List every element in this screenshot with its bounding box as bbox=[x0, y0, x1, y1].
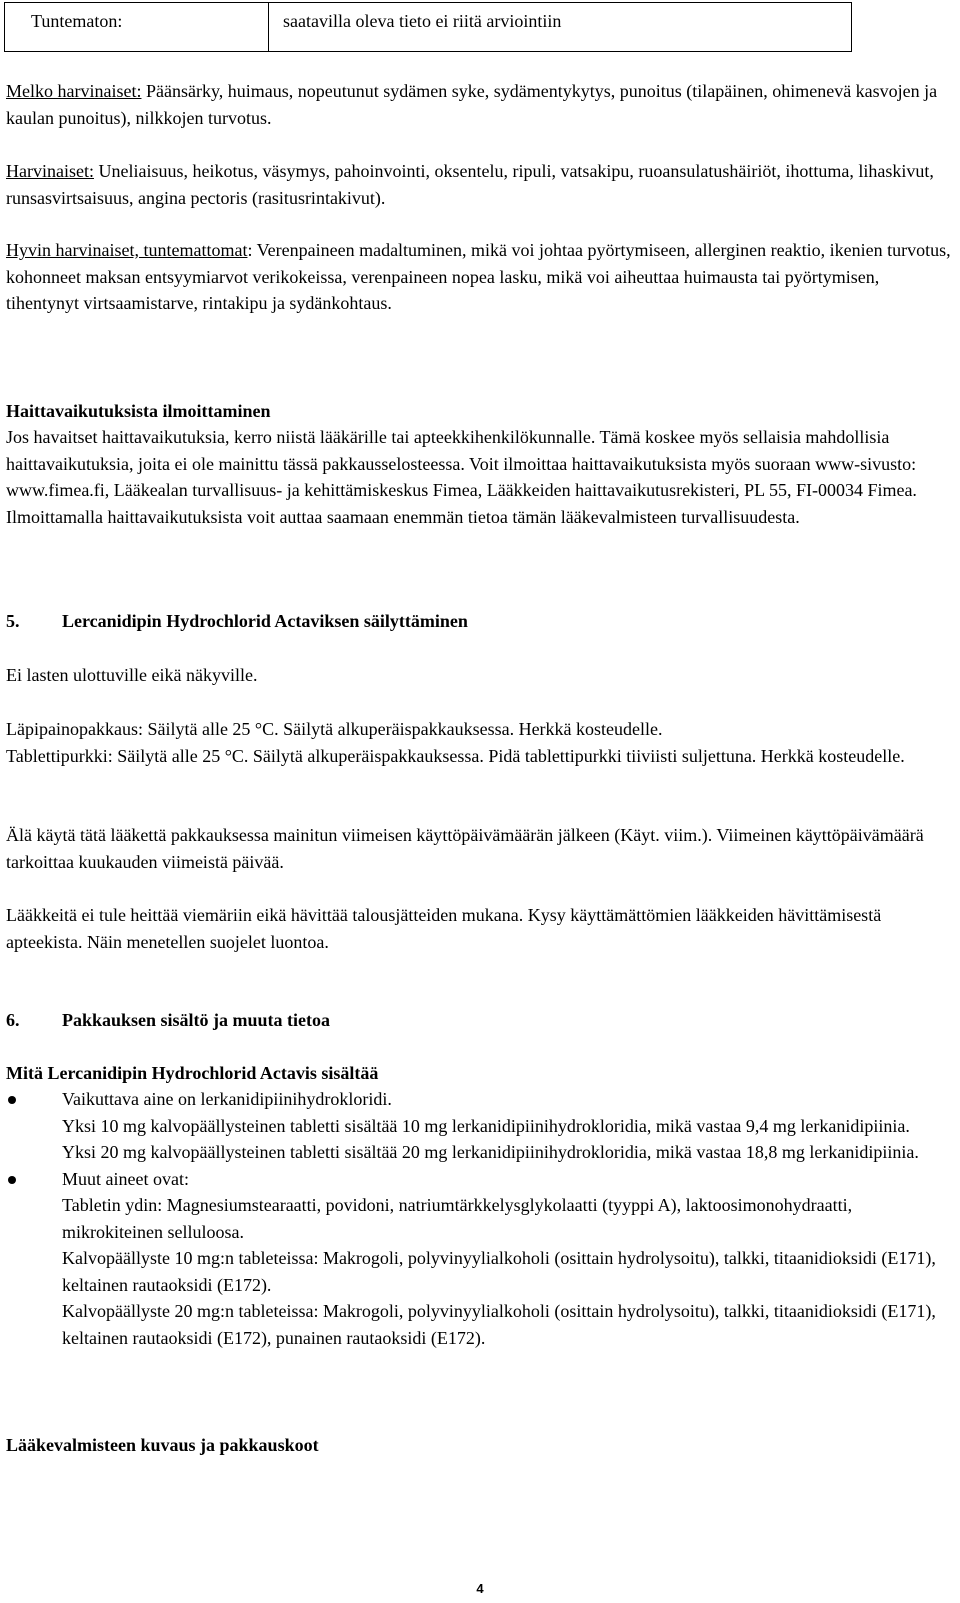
rare-paragraph bbox=[6, 158, 954, 211]
very-rare-label: Hyvin harvinaiset, tuntemattomat bbox=[6, 240, 248, 260]
tablet-core: Tabletin ydin: Magnesiumstearaatti, povidoni, natriumtärkkelysglykolaatti (tyyppi A), laktoosimonohydraatti, mikrokiteinen selluloosa. bbox=[62, 1195, 853, 1242]
reporting-text: Jos havaitset haittavaikutuksia, kerro niistä lääkärille tai apteekkihenkilökunnalle. Tämä koskee myös sellaisia mahdollisia haittavaikutuksia, joita ei ole mainittu tässä pakkausselosteessa. Voit ilmoittaa haittavaikutuksista myös suoraan www-sivusto: www.fimea.fi, Lääkealan turvallisuus- ja kehittämiskeskus Fimea, Lääkkeiden haittavaikutusrekisteri, PL 55, FI-00034 Fimea. Ilmoittamalla haittavaikutuksista voit auttaa saamaan enemmän tietoa tämän lääkevalmisteen turvallisuudesta. bbox=[6, 427, 917, 527]
section-6-title: Pakkauksen sisältö ja muuta tietoa bbox=[62, 1010, 331, 1030]
rare-text: Uneliaisuus, heikotus, väsymys, pahoinvointi, oksentelu, ripuli, vatsakipu, ruoansulatushäiriöt, ihottuma, lihaskivut, runsasvirtsaisuus, angina pectoris (rasitusrintakivut). bbox=[6, 161, 934, 208]
active-20mg: Yksi 20 mg kalvopäällysteinen tabletti sisältää 20 mg lerkanidipiinihydrokloridia, mikä vastaa 18,8 mg lerkanidipiinia. bbox=[62, 1142, 919, 1162]
uncommon-text: Päänsärky, huimaus, nopeutunut sydämen syke, sydämentykytys, punoitus (tilapäinen, ohimenevä kasvojen ja kaulan punoitus), nilkkojen turvotus. bbox=[6, 81, 938, 128]
reporting-heading: Haittavaikutuksista ilmoittaminen bbox=[6, 401, 271, 421]
coating-10mg: Kalvopäällyste 10 mg:n tableteissa: Makrogoli, polyvinyylialkoholi (osittain hydrolysoitu), talkki, titaanidioksidi (E171), keltainen rautaoksidi (E172). bbox=[62, 1248, 936, 1295]
contents-subheading: Mitä Lercanidipin Hydrochlorid Actavis sisältää bbox=[6, 1063, 379, 1083]
uncommon-label: Melko harvinaiset: bbox=[6, 81, 142, 101]
list-item bbox=[6, 1166, 954, 1352]
other-ingredients-intro: Muut aineet ovat: bbox=[62, 1168, 189, 1189]
section-6-number: 6. bbox=[6, 1010, 20, 1030]
list-item bbox=[6, 1086, 954, 1166]
storage-blister: Läpipainopakkaus: Säilytä alle 25 °C. Säilytä alkuperäispakkauksessa. Herkkä kosteudelle. bbox=[6, 719, 663, 739]
section-5-title: Lercanidipin Hydrochlorid Actaviksen säilyttäminen bbox=[62, 611, 468, 631]
frequency-value-cell: saatavilla oleva tieto ei riitä arviointiin bbox=[283, 11, 562, 31]
frequency-label-cell: Tuntematon: bbox=[5, 3, 269, 51]
bullet-icon bbox=[8, 1096, 16, 1104]
section-5-paragraph-1: Ei lasten ulottuville eikä näkyville. bbox=[6, 665, 258, 685]
description-heading: Lääkevalmisteen kuvaus ja pakkauskoot bbox=[6, 1435, 319, 1455]
expiry-paragraph: Älä käytä tätä lääkettä pakkauksessa mainitun viimeisen käyttöpäivämäärän jälkeen (Käyt. viim.). Viimeinen käyttöpäivämäärä tarkoittaa kuukauden viimeistä päivää. bbox=[6, 825, 924, 872]
very-rare-text: : Verenpaineen madaltuminen, mikä voi johtaa pyörtymiseen, allerginen reaktio, ikenien turvotus, kohonneet maksan entsyymiarvot verikokeissa, verenpaineen nopea lasku, mikä voi aiheuttaa huimausta tai pyörtymisen, tihentynyt virtsaamistarve, rintakipu ja sydänkohtaus. bbox=[6, 240, 951, 313]
storage-bottle: Tablettipurkki: Säilytä alle 25 °C. Säilytä alkuperäispakkauksessa. Pidä tablettipurkki tiiviisti suljettuna. Herkkä kosteudelle. bbox=[6, 745, 905, 766]
disposal-paragraph: Lääkkeitä ei tule heittää viemäriin eikä hävittää talousjätteiden mukana. Kysy käyttämättömien lääkkeiden hävittämisestä apteekista. Näin menetellen suojelet luontoa. bbox=[6, 905, 882, 952]
section-5-heading bbox=[6, 608, 954, 635]
uncommon-paragraph bbox=[6, 78, 954, 131]
active-10mg: Yksi 10 mg kalvopäällysteinen tabletti sisältää 10 mg lerkanidipiinihydrokloridia, mikä vastaa 9,4 mg lerkanidipiinia. bbox=[62, 1115, 910, 1136]
very-rare-paragraph bbox=[6, 237, 954, 317]
frequency-table bbox=[4, 2, 852, 52]
rare-label: Harvinaiset: bbox=[6, 161, 94, 181]
coating-20mg: Kalvopäällyste 20 mg:n tableteissa: Makrogoli, polyvinyylialkoholi (osittain hydrolysoitu), talkki, titaanidioksidi (E171), keltainen rautaoksidi (E172), punainen rautaoksidi (E172). bbox=[62, 1301, 936, 1348]
storage-paragraph bbox=[6, 716, 954, 769]
page-number: 4 bbox=[476, 1581, 484, 1596]
active-substance: Vaikuttava aine on lerkanidipiinihydrokloridi. bbox=[62, 1089, 392, 1109]
ingredients-list bbox=[6, 1086, 954, 1351]
section-6-heading bbox=[6, 1007, 954, 1034]
bullet-icon bbox=[8, 1176, 16, 1184]
section-5-number: 5. bbox=[6, 611, 20, 631]
